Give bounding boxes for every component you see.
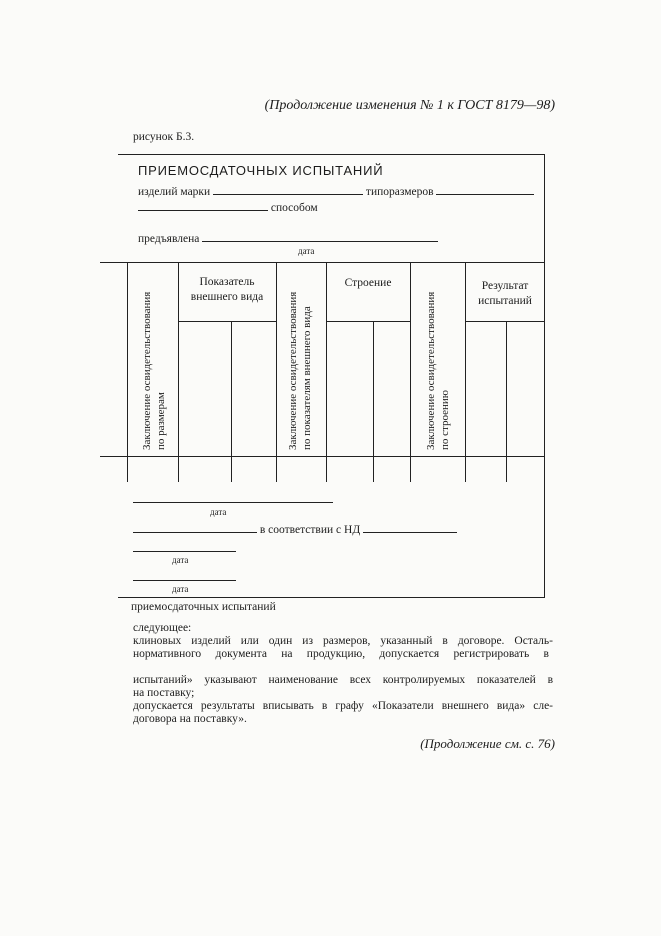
form-line-method	[138, 200, 318, 214]
continuation-footer: (Продолжение см. с. 76)	[420, 736, 555, 751]
col-test-result: Результат испытаний	[478, 280, 532, 307]
table-vline-5	[373, 321, 374, 482]
nd-blank-left	[133, 522, 257, 533]
submitted-label: предъявлена	[138, 233, 200, 245]
col-size-conclusion: Заключение освидетельствования по размерам	[141, 291, 167, 450]
figure-reference: рисунок Б.3.	[133, 131, 195, 143]
body-line-6: допускается результаты вписывать в графу «Показатели внешнего вида» сле-	[133, 700, 553, 712]
body-line-5: на поставку;	[133, 687, 195, 699]
form-line-brand	[138, 184, 534, 198]
body-line-1: следующее:	[133, 622, 192, 634]
table-vline-8	[506, 321, 507, 482]
method-label: способом	[270, 202, 318, 214]
form-title: ПРИЕМОСДАТОЧНЫХ ИСПЫТАНИЙ	[138, 163, 384, 178]
submitted-blank	[202, 231, 438, 242]
table-vline-4	[326, 262, 327, 482]
table-sub-line-3	[465, 321, 545, 322]
table-vline-0	[127, 262, 128, 482]
body-line-7: договора на поставку».	[133, 713, 247, 725]
footer-date-3: дата	[172, 584, 189, 594]
table-header-bottom	[100, 456, 545, 457]
size-type-label: типоразмеров	[365, 186, 434, 198]
table-sub-line-1	[178, 321, 276, 322]
col-appearance-indicator: Показатель внешнего вида	[190, 276, 264, 303]
table-sub-line-2	[326, 321, 410, 322]
nd-label: в соответствии с НД	[259, 524, 361, 536]
form-line-submitted	[138, 231, 438, 245]
brand-blank	[213, 184, 363, 195]
table-top-line	[100, 262, 545, 263]
table-vline-3	[276, 262, 277, 482]
footer-nd-line	[133, 522, 457, 536]
body-caption: приемосдаточных испытаний	[131, 601, 276, 613]
submitted-date-caption: дата	[298, 246, 315, 256]
footer-line-3	[133, 580, 236, 581]
nd-blank-right	[363, 522, 457, 533]
footer-date-2: дата	[172, 555, 189, 565]
brand-label: изделий марки	[138, 186, 211, 198]
body-line-2: клиновых изделий или один из размеров, указанный в договоре. Осталь-	[133, 635, 553, 647]
col-appearance-conclusion: Заключение освидетельствования по показателям внешнего вида	[287, 291, 313, 450]
table-vline-6	[410, 262, 411, 482]
footer-date-1: дата	[210, 507, 227, 517]
footer-line-2	[133, 551, 236, 552]
method-blank	[138, 200, 268, 211]
col-structure-conclusion: Заключение освидетельствования по строению	[425, 291, 451, 450]
table-vline-2	[231, 321, 232, 482]
continuation-header: (Продолжение изменения № 1 к ГОСТ 8179—98)	[264, 98, 555, 113]
size-type-blank	[436, 184, 534, 195]
footer-line-1	[133, 502, 333, 503]
col-structure: Строение	[344, 277, 392, 289]
body-line-3: нормативного документа на продукцию, допускается регистрировать в	[133, 648, 549, 660]
body-line-4: испытаний» указывают наименование всех контролируемых показателей в	[133, 674, 553, 686]
